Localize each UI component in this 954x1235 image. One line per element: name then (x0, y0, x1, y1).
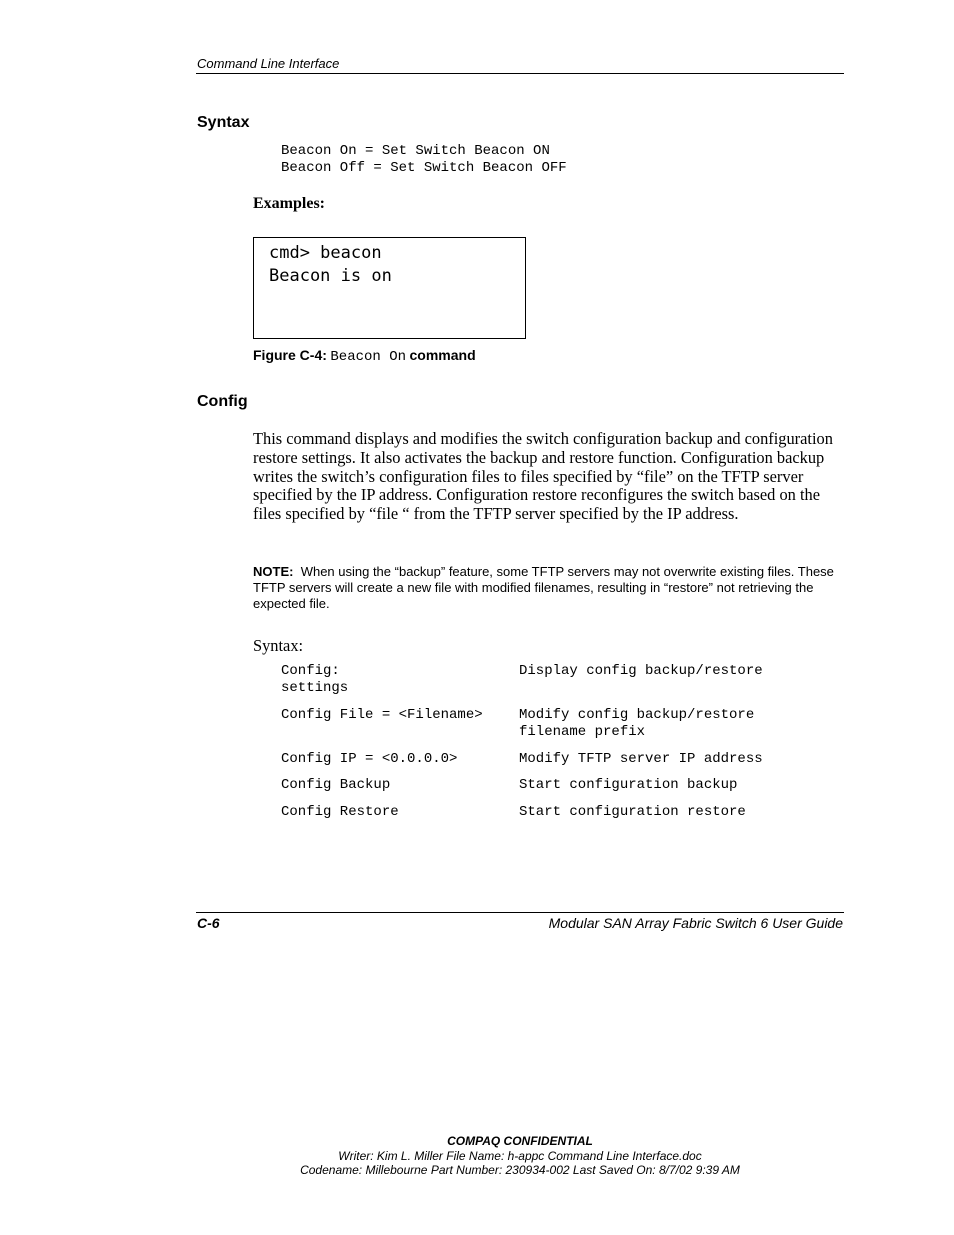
figure-caption (253, 347, 476, 365)
note-label: NOTE: (253, 564, 294, 579)
syntax-command: Config Restore (281, 804, 399, 820)
syntax-description: Display config backup/restore (519, 663, 763, 679)
terminal-screen-figure (253, 237, 526, 339)
syntax-line-on: Beacon On = Set Switch Beacon ON (281, 143, 550, 159)
figure-suffix: command (409, 347, 476, 363)
syntax-description: Modify TFTP server IP address (519, 751, 763, 767)
syntax-description: Start configuration backup (519, 777, 738, 793)
book-title: Modular SAN Array Fabric Switch 6 User Guide (548, 915, 843, 931)
syntax-command: Config IP = <0.0.0.0> (281, 751, 458, 767)
syntax-command: Config Backup (281, 777, 391, 793)
confidential-codename-line: Codename: Millebourne Part Number: 230934-002 Last Saved On: 8/7/02 9:39 AM (300, 1163, 740, 1177)
note-text: When using the “backup” feature, some TFTP servers may not overwrite existing files. These TFTP servers will create a new file with modified filenames, resulting in “restore” not retrieving the expected file. (253, 564, 834, 611)
figure-code: Beacon On (330, 349, 407, 365)
config-description: This command displays and modifies the switch configuration backup and configuration restore settings. It also activates the backup and restore function. Configuration backup writes the switch’s configuration files to files specified by “file” on the TFTP server specified by the IP address. Configuration restore reconfigures the switch based on the files specified by “file “ from the TFTP server specified by the IP address. (253, 429, 833, 524)
confidential-block (0, 1134, 954, 1178)
note-block (253, 564, 843, 612)
figure-label: Figure C-4: (253, 347, 327, 363)
header-rule (196, 73, 844, 74)
syntax-heading: Syntax (197, 114, 250, 131)
footer-rule (196, 912, 844, 913)
confidential-title: COMPAQ CONFIDENTIAL (447, 1134, 593, 1148)
syntax-command: Config File = <Filename> (281, 707, 483, 723)
page-number: C-6 (197, 915, 220, 931)
config-syntax-label: Syntax: (253, 636, 304, 655)
screen-line-command: cmd> beacon (269, 243, 382, 263)
examples-label: Examples: (253, 195, 325, 212)
syntax-description: Modify config backup/restore filename prefix (519, 707, 755, 740)
running-header: Command Line Interface (197, 56, 340, 71)
syntax-description: Start configuration restore (519, 804, 746, 820)
syntax-line-off: Beacon Off = Set Switch Beacon OFF (281, 160, 567, 176)
confidential-writer-line: Writer: Kim L. Miller File Name: h-appc Command Line Interface.doc (338, 1148, 702, 1163)
config-heading: Config (197, 393, 248, 410)
screen-line-output: Beacon is on (269, 266, 392, 286)
syntax-command: Config: settings (281, 663, 349, 696)
